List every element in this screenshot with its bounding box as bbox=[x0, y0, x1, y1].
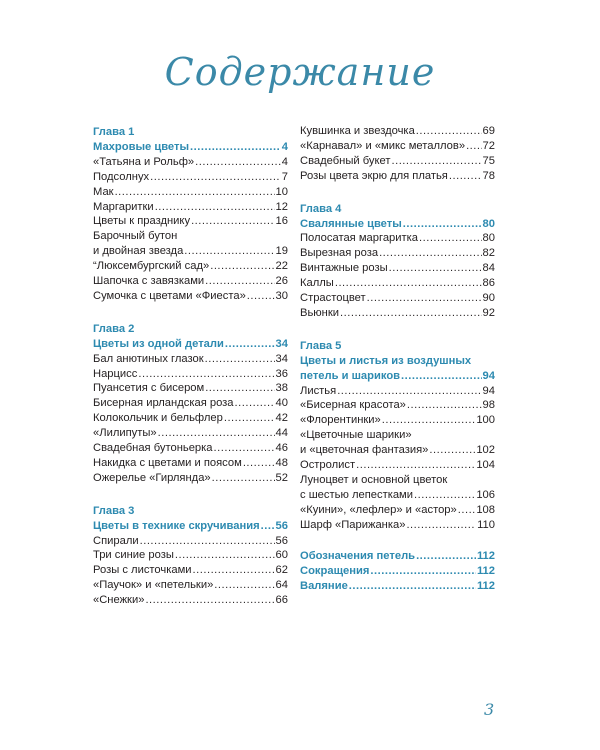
toc-section[interactable]: Цветы в технике скручивания ..... 56 bbox=[93, 519, 288, 534]
toc-entry[interactable]: Винтажные розы ..... 84 bbox=[300, 261, 495, 276]
toc-section[interactable]: петель и шариков ..... 94 bbox=[300, 369, 495, 384]
toc-entry[interactable]: Три синие розы ..... 60 bbox=[93, 548, 288, 563]
toc-appendix-abbreviations[interactable]: Сокращения ..... 112 bbox=[300, 564, 495, 579]
toc-section[interactable]: Цветы из одной детали ..... 34 bbox=[93, 337, 288, 352]
toc-entry[interactable]: Свадебная бутоньерка ..... 46 bbox=[93, 441, 288, 456]
toc-section-wrap[interactable]: Цветы и листья из воздушных bbox=[300, 354, 472, 367]
toc-entry-wrap: Луноцвет и основной цветок bbox=[300, 473, 448, 486]
chapter-5-label: Глава 5 bbox=[300, 339, 342, 352]
toc-entry[interactable]: Нарцисс ..... 36 bbox=[93, 367, 288, 382]
toc-entry[interactable]: Розы с листочками ..... 62 bbox=[93, 563, 288, 578]
toc-left-column bbox=[93, 124, 288, 608]
toc-entry[interactable]: Свадебный букет ..... 75 bbox=[300, 154, 495, 169]
toc-entry[interactable]: Пуансетия с бисером ..... 38 bbox=[93, 381, 288, 396]
toc-entry-wrap: Барочный бутон bbox=[93, 230, 178, 243]
toc-entry[interactable]: и «цветочная фантазия» ..... 102 bbox=[300, 443, 495, 458]
toc-entry[interactable]: Спирали ..... 56 bbox=[93, 534, 288, 549]
toc-entry[interactable]: «Карнавал» и «микс металлов» ..... 72 bbox=[300, 139, 495, 154]
toc-entry-wrap: «Цветочные шарики» bbox=[300, 429, 412, 442]
toc-entry[interactable]: с шестью лепестками ..... 106 bbox=[300, 488, 495, 503]
toc-entry[interactable]: Мак ..... 10 bbox=[93, 185, 288, 200]
toc-appendix-felting[interactable]: Валяние ..... 112 bbox=[300, 579, 495, 594]
toc-entry[interactable]: Цветы к празднику ..... 16 bbox=[93, 214, 288, 229]
toc-entry[interactable]: Остролист ..... 104 bbox=[300, 458, 495, 473]
toc-entry[interactable]: «Паучок» и «петельки» ..... 64 bbox=[93, 578, 288, 593]
toc-entry[interactable]: «Куини», «лефлер» и «астор» ..... 108 bbox=[300, 503, 495, 518]
page-number: 3 bbox=[484, 700, 495, 719]
chapter-2-label: Глава 2 bbox=[93, 322, 135, 335]
toc-entry[interactable]: Колокольчик и бельфлер ..... 42 bbox=[93, 411, 288, 426]
chapter-3-label: Глава 3 bbox=[93, 504, 135, 517]
toc-entry[interactable]: Бисерная ирландская роза ..... 40 bbox=[93, 396, 288, 411]
toc-appendix-stitches[interactable]: Обозначения петель ..... 112 bbox=[300, 549, 495, 564]
page-title: Содержание bbox=[164, 50, 436, 94]
toc-entry[interactable]: Сумочка с цветами «Фиеста» ..... 30 bbox=[93, 289, 288, 304]
toc-entry[interactable]: Полосатая маргаритка ..... 80 bbox=[300, 231, 495, 246]
toc-entry[interactable]: Вьюнки ..... 92 bbox=[300, 306, 495, 321]
toc-entry[interactable]: «Лилипуты» ..... 44 bbox=[93, 426, 288, 441]
toc-entry[interactable]: Бал анютиных глазок ..... 34 bbox=[93, 352, 288, 367]
toc-entry[interactable]: и двойная звезда ..... 19 bbox=[93, 244, 288, 259]
toc-entry[interactable]: Розы цвета экрю для платья ..... 78 bbox=[300, 169, 495, 184]
toc-entry[interactable]: Страстоцвет ..... 90 bbox=[300, 291, 495, 306]
toc-entry[interactable]: Подсолнух ..... 7 bbox=[93, 170, 288, 185]
toc-entry[interactable]: Ожерелье «Гирлянда» ..... 52 bbox=[93, 471, 288, 486]
toc-entry[interactable]: Маргаритки ..... 12 bbox=[93, 200, 288, 215]
toc-entry[interactable]: “Люксембургский сад» ..... 22 bbox=[93, 259, 288, 274]
toc-entry[interactable]: «Снежки» ..... 66 bbox=[93, 593, 288, 608]
toc-entry[interactable]: Шарф «Парижанка» ..... 110 bbox=[300, 518, 495, 533]
toc-entry[interactable]: «Татьяна и Рольф» ..... 4 bbox=[93, 155, 288, 170]
chapter-1-label: Глава 1 bbox=[93, 126, 135, 138]
toc-right-column bbox=[300, 124, 495, 594]
toc-section[interactable]: Махровые цветы ..... 4 bbox=[93, 140, 288, 155]
toc-entry[interactable]: Каллы ..... 86 bbox=[300, 276, 495, 291]
toc-entry[interactable]: Листья ..... 94 bbox=[300, 384, 495, 399]
toc-entry[interactable]: «Флорентинки» ..... 100 bbox=[300, 413, 495, 428]
toc-entry[interactable]: Накидка с цветами и поясом ..... 48 bbox=[93, 456, 288, 471]
toc-entry[interactable]: «Бисерная красота» ..... 98 bbox=[300, 398, 495, 413]
toc-entry[interactable]: Шапочка с завязками ..... 26 bbox=[93, 274, 288, 289]
chapter-4-label: Глава 4 bbox=[300, 202, 342, 215]
toc-section[interactable]: Свалянные цветы ..... 80 bbox=[300, 217, 495, 232]
toc-entry[interactable]: Кувшинка и звездочка ..... 69 bbox=[300, 124, 495, 139]
toc-entry[interactable]: Вырезная роза ..... 82 bbox=[300, 246, 495, 261]
